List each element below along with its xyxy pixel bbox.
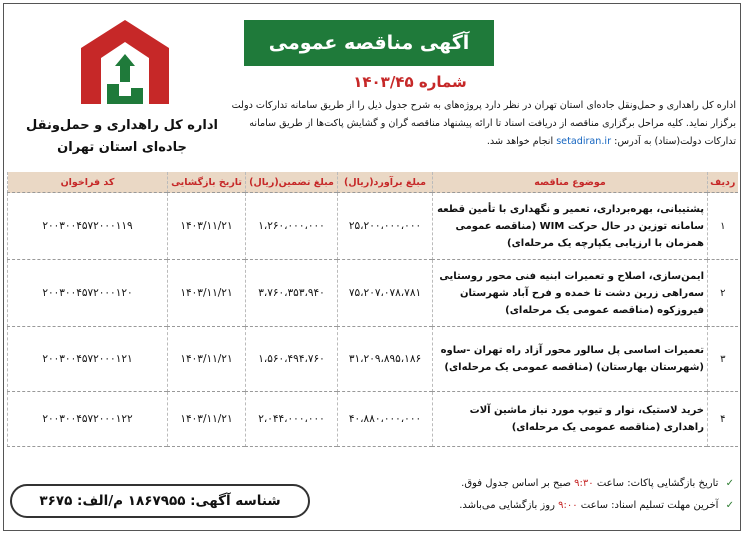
row-guarantee: ۳،۷۶۰،۳۵۳،۹۴۰ bbox=[246, 260, 338, 327]
row-opening-date: ۱۴۰۳/۱۱/۲۱ bbox=[168, 327, 246, 392]
header-row-number: ردیف bbox=[708, 172, 738, 193]
table-row bbox=[8, 392, 738, 447]
row-subject: خرید لاستیک، نوار و تیوپ مورد نیاز ماشین آلات راهداری (مناقصه عمومی یک مرحله‌ای) bbox=[433, 392, 708, 447]
title-text: آگهی مناقصه عمومی bbox=[268, 32, 470, 54]
header-subject: موضوع مناقصه bbox=[433, 172, 708, 193]
organization-logo-icon bbox=[73, 14, 177, 112]
row-number: ۲ bbox=[708, 260, 738, 327]
row-estimate: ۴۰،۸۸۰،۰۰۰،۰۰۰ bbox=[338, 392, 433, 447]
setad-link[interactable]: setadiran.ir bbox=[556, 136, 612, 147]
tender-table bbox=[7, 172, 738, 447]
check-icon: ✓ bbox=[725, 478, 734, 489]
ad-id-text: شناسه آگهی: ۱۸۶۷۹۵۵ م/الف: ۳۶۷۵ bbox=[39, 493, 281, 509]
row-call-code: ۲۰۰۳۰۰۴۵۷۲۰۰۰۱۱۹ bbox=[8, 193, 168, 260]
note-opening-time: ✓ تاریخ بازگشایی پاکات: ساعت ۹:۳۰ صبح بر اساس جدول فوق. bbox=[461, 478, 734, 489]
page-title bbox=[244, 20, 494, 66]
intro-paragraph bbox=[228, 97, 736, 151]
row-opening-date: ۱۴۰۳/۱۱/۲۱ bbox=[168, 193, 246, 260]
org-line-2: جاده‌ای استان تهران bbox=[57, 140, 187, 155]
row-subject: ایمن‌سازی، اصلاح و تعمیرات ابنیه فنی محور روستایی سه‌راهی زرین دشت تا خمده و فرح آباد شهرستان فیروزکوه (مناقصه عمومی یک مرحله‌ای) bbox=[433, 260, 708, 327]
check-icon: ✓ bbox=[725, 500, 734, 511]
table-row bbox=[8, 260, 738, 327]
intro-text-end: انجام خواهد شد. bbox=[486, 136, 554, 147]
number-label: شماره bbox=[418, 73, 467, 91]
intro-text: اداره کل راهداری و حمل‌ونقل جاده‌ای استان تهران در نظر دارد پروژه‌های به شرح جدول ذیل را از طریق سامانه تدارکات دولت برگزار نماید. کلیه مراحل برگزاری مناقصه از دریافت اسناد تا ارائه پیشنهاد مناقصه گران و گشایش پاکت‌ها از طریق سامانه تدارکات دولت(ستاد) به آدرس: bbox=[231, 100, 736, 147]
header-guarantee: مبلغ تضمین(ریال) bbox=[246, 172, 338, 193]
tender-number bbox=[330, 73, 490, 91]
row-subject: پشتیبانی، بهره‌برداری، تعمیر و نگهداری با تأمین قطعه سامانه توزین در حال حرکت WIM (مناقصه عمومی همزمان با ارزیابی یکپارچه یک مرحله‌ای) bbox=[433, 193, 708, 260]
ad-id-box bbox=[10, 484, 310, 518]
row-call-code: ۲۰۰۳۰۰۴۵۷۲۰۰۰۱۲۲ bbox=[8, 392, 168, 447]
row-call-code: ۲۰۰۳۰۰۴۵۷۲۰۰۰۱۲۰ bbox=[8, 260, 168, 327]
notes bbox=[414, 473, 734, 517]
row-guarantee: ۱،۵۶۰،۴۹۴،۷۶۰ bbox=[246, 327, 338, 392]
table-row bbox=[8, 327, 738, 392]
organization-name bbox=[22, 115, 222, 159]
row-call-code: ۲۰۰۳۰۰۴۵۷۲۰۰۰۱۲۱ bbox=[8, 327, 168, 392]
header-estimate: مبلغ برآورد(ریال) bbox=[338, 172, 433, 193]
row-subject: تعمیرات اساسی پل سالور محور آزاد راه تهران -ساوه (شهرستان بهارستان) (مناقصه عمومی یک مرحله‌ای) bbox=[433, 327, 708, 392]
org-line-1: اداره کل راهداری و حمل‌ونقل bbox=[25, 118, 219, 133]
row-opening-date: ۱۴۰۳/۱۱/۲۱ bbox=[168, 392, 246, 447]
note-submission-deadline: ✓ آخرین مهلت تسلیم اسناد: ساعت ۹:۰۰ روز بازگشایی می‌باشد. bbox=[459, 500, 734, 511]
row-number: ۳ bbox=[708, 327, 738, 392]
row-number: ۴ bbox=[708, 392, 738, 447]
row-guarantee: ۲،۰۴۴،۰۰۰،۰۰۰ bbox=[246, 392, 338, 447]
header-opening-date: تاریخ بازگشایی bbox=[168, 172, 246, 193]
row-estimate: ۲۵،۲۰۰،۰۰۰،۰۰۰ bbox=[338, 193, 433, 260]
row-guarantee: ۱،۲۶۰،۰۰۰،۰۰۰ bbox=[246, 193, 338, 260]
row-number: ۱ bbox=[708, 193, 738, 260]
row-opening-date: ۱۴۰۳/۱۱/۲۱ bbox=[168, 260, 246, 327]
table-row bbox=[8, 193, 738, 260]
row-estimate: ۷۵،۲۰۷،۰۷۸،۷۸۱ bbox=[338, 260, 433, 327]
table-header-row bbox=[8, 172, 738, 193]
row-estimate: ۳۱،۲۰۹،۸۹۵،۱۸۶ bbox=[338, 327, 433, 392]
header-call-code: کد فراخوان bbox=[8, 172, 168, 193]
number-value: ۱۴۰۳/۴۵ bbox=[353, 73, 414, 91]
